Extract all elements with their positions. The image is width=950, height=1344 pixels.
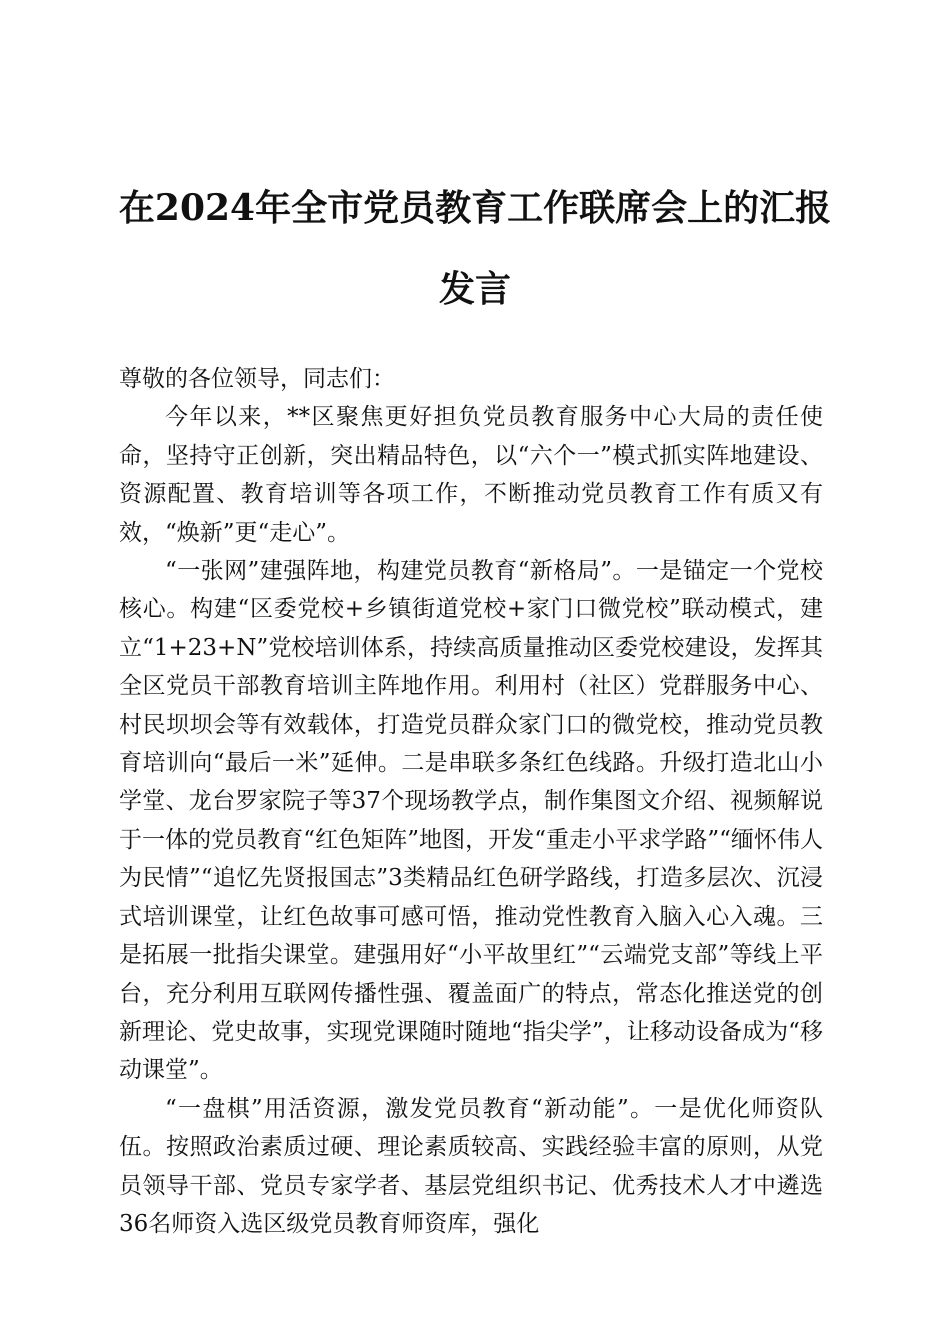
paragraph-intro: 今年以来，**区聚焦更好担负党员教育服务中心大局的责任使命，坚持守正创新，突出精品特色，以“六个一”模式抓实阵地建设、资源配置、教育培训等各项工作，不断推动党员教育工作有质又有效，“焕新”更“走心”。 (119, 404, 823, 546)
document-body (119, 360, 823, 1243)
salutation: 尊敬的各位领导，同志们： (119, 366, 395, 392)
document-title: 在2024年全市党员教育工作联席会上的汇报发言 (118, 187, 832, 310)
paragraph-one-board: “一盘棋”用活资源，激发党员教育“新动能”。一是优化师资队伍。按照政治素质过硬、理论素质较高、实践经验丰富的原则，从党员领导干部、党员专家学者、基层党组织书记、优秀技术人才中遴选36名师资入选区级党员教育师资库，强化 (119, 1095, 823, 1237)
paragraph-one-network: “一张网”建强阵地，构建党员教育“新格局”。一是锚定一个党校核心。构建“区委党校+乡镇街道党校+家门口微党校”联动模式，建立“1+23+N”党校培训体系，持续高质量推动区委党校建设，发挥其全区党员干部教育培训主阵地作用。利用村（社区）党群服务中心、村民坝坝会等有效载体，打造党员群众家门口的微党校，推动党员教育培训向“最后一米”延伸。二是串联多条红色线路。升级打造北山小学堂、龙台罗家院子等37个现场教学点，制作集图文介绍、视频解说于一体的党员教育“红色矩阵”地图，开发“重走小平求学路”“缅怀伟人为民情”“追忆先贤报国志”3类精品红色研学路线，打造多层次、沉浸式培训课堂，让红色故事可感可悟，推动党性教育入脑入心入魂。三是拓展一批指尖课堂。建强用好“小平故里红”“云端党支部”等线上平台，充分利用互联网传播性强、覆盖面广的特点，常态化推送党的创新理论、党史故事，实现党课随时随地“指尖学”，让移动设备成为“移动课堂”。 (119, 558, 823, 1084)
